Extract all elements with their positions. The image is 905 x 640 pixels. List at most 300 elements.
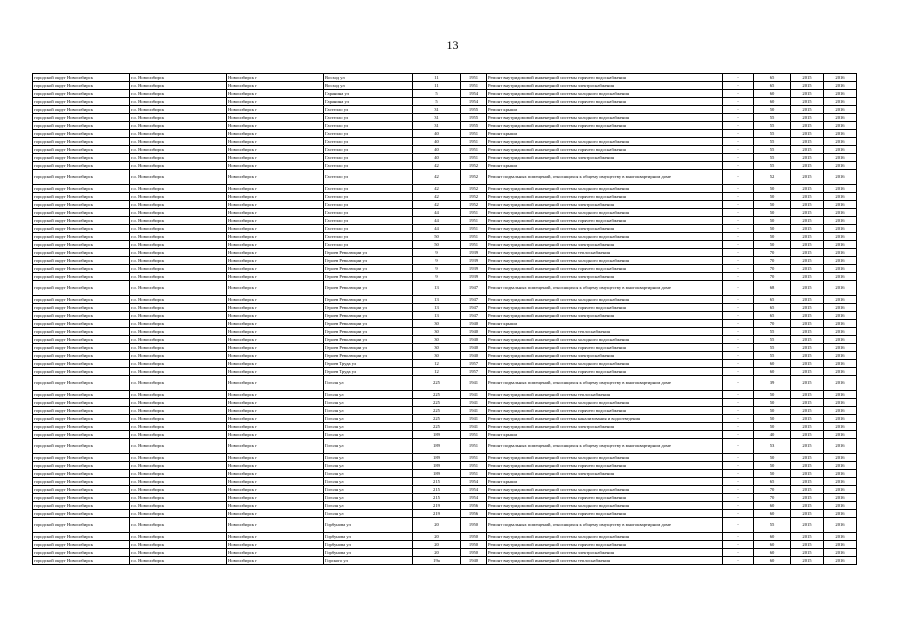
table-cell: 2015: [791, 431, 824, 439]
table-cell: -: [723, 470, 754, 478]
table-cell: г.о. Новосибирск: [130, 106, 227, 114]
page-number: 13: [446, 38, 459, 52]
table-cell: 30: [413, 352, 461, 360]
table-cell: -: [723, 320, 754, 328]
table-cell: 1940: [461, 344, 487, 352]
table-cell: городской округ Новосибирск: [33, 281, 130, 296]
table-cell: -: [723, 201, 754, 209]
table-cell: 1955: [461, 122, 487, 130]
table-cell: Героев Революции ул: [324, 344, 413, 352]
table-row: [33, 439, 857, 454]
table-cell: Ремонт внутридомовой инженерной системы холодного водоснабжения: [487, 454, 723, 462]
table-cell: 55: [754, 138, 791, 146]
table-cell: -: [723, 423, 754, 431]
table-cell: 55: [754, 344, 791, 352]
table-cell: 50: [754, 423, 791, 431]
table-cell: городской округ Новосибирск: [33, 249, 130, 257]
table-cell: Гаранина ул: [324, 90, 413, 98]
table-cell: городской округ Новосибирск: [33, 328, 130, 336]
table-cell: Гастелло ул: [324, 154, 413, 162]
table-row: [33, 328, 857, 336]
table-cell: 1950: [461, 549, 487, 557]
table-cell: городской округ Новосибирск: [33, 217, 130, 225]
table-cell: 1939: [461, 273, 487, 281]
table-cell: 60: [754, 368, 791, 376]
table-cell: г.о. Новосибирск: [130, 154, 227, 162]
table-row: [33, 470, 857, 478]
table-cell: -: [723, 138, 754, 146]
table-cell: Ремонт крыши: [487, 106, 723, 114]
table-cell: Ремонт крыши: [487, 162, 723, 170]
table-cell: 1954: [461, 98, 487, 106]
table-cell: г.о. Новосибирск: [130, 217, 227, 225]
table-cell: 1951: [461, 225, 487, 233]
table-cell: Гастелло ул: [324, 170, 413, 185]
table-cell: -: [723, 106, 754, 114]
table-row: [33, 273, 857, 281]
table-cell: -: [723, 130, 754, 138]
table-cell: 1954: [461, 478, 487, 486]
table-cell: Новосибирск г: [227, 82, 324, 90]
table-cell: Ремонт внутридомовой инженерной системы холодного водоснабжения: [487, 296, 723, 304]
table-cell: -: [723, 344, 754, 352]
table-cell: 2015: [791, 352, 824, 360]
table-cell: 2016: [824, 510, 857, 518]
table-cell: городской округ Новосибирск: [33, 470, 130, 478]
table-cell: Гастелло ул: [324, 146, 413, 154]
table-cell: Ремонт внутридомовой инженерной системы электроснабжения: [487, 423, 723, 431]
table-cell: Героев Революции ул: [324, 249, 413, 257]
table-cell: 50: [754, 241, 791, 249]
table-cell: Гастелло ул: [324, 209, 413, 217]
table-cell: городской округ Новосибирск: [33, 233, 130, 241]
table-cell: 42: [413, 201, 461, 209]
table-cell: -: [723, 486, 754, 494]
table-cell: Новосибирск г: [227, 130, 324, 138]
table-cell: 50: [413, 233, 461, 241]
table-cell: г.о. Новосибирск: [130, 478, 227, 486]
table-cell: Гоголя ул: [324, 399, 413, 407]
table-cell: Ремонт внутридомовой инженерной системы канализования и водоотведения: [487, 415, 723, 423]
table-cell: Ремонт подвальных помещений, относящихся к общему имуществу в многоквартирном доме: [487, 376, 723, 391]
table-cell: г.о. Новосибирск: [130, 296, 227, 304]
table-cell: городской округ Новосибирск: [33, 399, 130, 407]
table-cell: городской округ Новосибирск: [33, 273, 130, 281]
table-cell: Героев Революции ул: [324, 352, 413, 360]
table-row: [33, 209, 857, 217]
table-cell: Героев Революции ул: [324, 336, 413, 344]
table-cell: г.о. Новосибирск: [130, 549, 227, 557]
table-cell: Новосибирск г: [227, 185, 324, 193]
table-cell: Новосибирск г: [227, 304, 324, 312]
table-cell: -: [723, 154, 754, 162]
table-cell: Ремонт внутридомовой инженерной системы горячего водоснабжения: [487, 122, 723, 130]
table-cell: Героев Труда ул: [324, 360, 413, 368]
table-cell: Ремонт подвальных помещений, относящихся к общему имуществу в многоквартирном доме: [487, 170, 723, 185]
table-cell: 2015: [791, 462, 824, 470]
table-cell: 2015: [791, 265, 824, 273]
table-cell: 225: [413, 423, 461, 431]
table-cell: -: [723, 336, 754, 344]
table-row: [33, 74, 857, 82]
table-cell: -: [723, 478, 754, 486]
table-cell: -: [723, 241, 754, 249]
table-cell: г.о. Новосибирск: [130, 82, 227, 90]
table-cell: Гоголя ул: [324, 494, 413, 502]
table-row: [33, 518, 857, 533]
table-cell: г.о. Новосибирск: [130, 90, 227, 98]
table-cell: 2016: [824, 320, 857, 328]
table-cell: Героев Революции ул: [324, 320, 413, 328]
table-cell: 1941: [461, 407, 487, 415]
table-cell: г.о. Новосибирск: [130, 415, 227, 423]
table-cell: 20: [413, 541, 461, 549]
table-cell: г.о. Новосибирск: [130, 328, 227, 336]
table-cell: Новосибирск г: [227, 281, 324, 296]
table-cell: 1940: [461, 557, 487, 565]
table-cell: 60: [754, 557, 791, 565]
table-cell: Ремонт внутридомовой инженерной системы холодного водоснабжения: [487, 533, 723, 541]
table-cell: г.о. Новосибирск: [130, 130, 227, 138]
table-cell: 1940: [461, 320, 487, 328]
table-cell: 2015: [791, 162, 824, 170]
table-cell: городской округ Новосибирск: [33, 391, 130, 399]
table-cell: Новосибирск г: [227, 431, 324, 439]
table-cell: г.о. Новосибирск: [130, 344, 227, 352]
table-cell: -: [723, 510, 754, 518]
table-row: [33, 122, 857, 130]
table-row: [33, 415, 857, 423]
table-cell: -: [723, 328, 754, 336]
table-cell: 42: [413, 185, 461, 193]
table-cell: Ремонт внутридомовой инженерной системы холодного водоснабжения: [487, 336, 723, 344]
table-cell: городской округ Новосибирск: [33, 360, 130, 368]
table-cell: 2015: [791, 90, 824, 98]
table-cell: г.о. Новосибирск: [130, 304, 227, 312]
table-cell: Горбунова ул: [324, 541, 413, 549]
table-cell: Новосибирск г: [227, 312, 324, 320]
table-cell: Ремонт внутридомовой инженерной системы электроснабжения: [487, 549, 723, 557]
table-cell: г.о. Новосибирск: [130, 439, 227, 454]
table-cell: 2016: [824, 360, 857, 368]
table-cell: городской округ Новосибирск: [33, 423, 130, 431]
table-cell: -: [723, 273, 754, 281]
table-cell: 2015: [791, 486, 824, 494]
table-cell: -: [723, 249, 754, 257]
table-cell: 1951: [461, 154, 487, 162]
table-cell: -: [723, 225, 754, 233]
table-cell: Ремонт внутридомовой инженерной системы холодного водоснабжения: [487, 257, 723, 265]
table-cell: -: [723, 304, 754, 312]
table-cell: г.о. Новосибирск: [130, 541, 227, 549]
table-cell: 1941: [461, 399, 487, 407]
table-cell: 189: [413, 462, 461, 470]
table-cell: 1951: [461, 241, 487, 249]
table-cell: Ремонт внутридомовой инженерной системы электроснабжения: [487, 241, 723, 249]
table-cell: 2016: [824, 209, 857, 217]
table-cell: городской округ Новосибирск: [33, 533, 130, 541]
table-cell: 2015: [791, 273, 824, 281]
table-cell: Ремонт внутридомовой инженерной системы электроснабжения: [487, 154, 723, 162]
table-cell: Ремонт внутридомовой инженерной системы теплоснабжения: [487, 391, 723, 399]
table-cell: 65: [754, 74, 791, 82]
table-cell: городской округ Новосибирск: [33, 344, 130, 352]
table-cell: г.о. Новосибирск: [130, 162, 227, 170]
table-cell: Гоголя ул: [324, 376, 413, 391]
table-cell: -: [723, 98, 754, 106]
table-cell: 60: [754, 533, 791, 541]
table-cell: 50: [754, 185, 791, 193]
table-cell: городской округ Новосибирск: [33, 494, 130, 502]
table-cell: 2016: [824, 122, 857, 130]
table-cell: 9: [413, 273, 461, 281]
table-cell: 1951: [461, 470, 487, 478]
table-cell: 65: [754, 82, 791, 90]
table-cell: Новосибирск г: [227, 502, 324, 510]
table-cell: г.о. Новосибирск: [130, 122, 227, 130]
table-cell: 2016: [824, 265, 857, 273]
table-cell: Ремонт внутридомовой инженерной системы электроснабжения: [487, 273, 723, 281]
table-cell: городской округ Новосибирск: [33, 74, 130, 82]
table-cell: Новосибирск г: [227, 241, 324, 249]
table-cell: 2016: [824, 423, 857, 431]
table-cell: Гастелло ул: [324, 138, 413, 146]
table-cell: 30: [413, 320, 461, 328]
table-cell: городской округ Новосибирск: [33, 201, 130, 209]
table-cell: Новосибирск г: [227, 233, 324, 241]
table-cell: городской округ Новосибирск: [33, 185, 130, 193]
table-cell: Героев Революции ул: [324, 304, 413, 312]
table-cell: 55: [754, 162, 791, 170]
table-cell: Гастелло ул: [324, 201, 413, 209]
table-cell: 1940: [461, 352, 487, 360]
table-cell: городской округ Новосибирск: [33, 486, 130, 494]
table-cell: 2016: [824, 478, 857, 486]
table-cell: 1940: [461, 336, 487, 344]
table-cell: Ремонт внутридомовой инженерной системы холодного водоснабжения: [487, 114, 723, 122]
table-cell: 2015: [791, 233, 824, 241]
table-cell: Гоголя ул: [324, 431, 413, 439]
table-cell: 40: [413, 138, 461, 146]
table-cell: Ремонт внутридомовой инженерной системы горячего водоснабжения: [487, 344, 723, 352]
table-cell: 2015: [791, 423, 824, 431]
table-cell: 1954: [461, 486, 487, 494]
table-cell: городской округ Новосибирск: [33, 454, 130, 462]
table-cell: 2016: [824, 106, 857, 114]
table-cell: 50: [754, 470, 791, 478]
table-cell: Ремонт крыши: [487, 478, 723, 486]
table-cell: 5: [413, 98, 461, 106]
table-cell: -: [723, 162, 754, 170]
table-cell: Ремонт внутридомовой инженерной системы горячего водоснабжения: [487, 407, 723, 415]
table-cell: 2016: [824, 146, 857, 154]
table-cell: Новосибирск г: [227, 162, 324, 170]
table-row: [33, 138, 857, 146]
table-cell: городской округ Новосибирск: [33, 122, 130, 130]
table-row: [33, 257, 857, 265]
table-cell: 2015: [791, 502, 824, 510]
table-cell: городской округ Новосибирск: [33, 265, 130, 273]
table-cell: 2015: [791, 454, 824, 462]
table-cell: 1955: [461, 106, 487, 114]
table-cell: 70: [754, 249, 791, 257]
table-cell: 2016: [824, 249, 857, 257]
table-cell: -: [723, 439, 754, 454]
table-cell: 2016: [824, 281, 857, 296]
table-cell: городской округ Новосибирск: [33, 98, 130, 106]
table-cell: Гоголя ул: [324, 478, 413, 486]
table-cell: Новосибирск г: [227, 415, 324, 423]
table-cell: Ремонт внутридомовой инженерной системы электроснабжения: [487, 352, 723, 360]
table-cell: городской округ Новосибирск: [33, 557, 130, 565]
table-cell: 70: [754, 486, 791, 494]
table-cell: г.о. Новосибирск: [130, 98, 227, 106]
table-cell: 65: [754, 296, 791, 304]
table-cell: городской округ Новосибирск: [33, 320, 130, 328]
table-cell: Ремонт внутридомовой инженерной системы горячего водоснабжения: [487, 265, 723, 273]
table-cell: городской округ Новосибирск: [33, 225, 130, 233]
table-row: [33, 391, 857, 399]
table-cell: Гоголя ул: [324, 462, 413, 470]
table-cell: городской округ Новосибирск: [33, 431, 130, 439]
table-cell: 2016: [824, 82, 857, 90]
table-cell: Горского ул: [324, 557, 413, 565]
table-cell: Новосибирск г: [227, 557, 324, 565]
table-cell: 2016: [824, 185, 857, 193]
table-cell: Ремонт внутридомовой инженерной системы холодного водоснабжения: [487, 502, 723, 510]
table-cell: Новосибирск г: [227, 510, 324, 518]
table-cell: 50: [754, 193, 791, 201]
table-row: [33, 281, 857, 296]
table-cell: 1951: [461, 138, 487, 146]
table-cell: 12: [413, 360, 461, 368]
table-cell: Ремонт внутридомовой инженерной системы холодного водоснабжения: [487, 138, 723, 146]
table-cell: 2016: [824, 431, 857, 439]
table-cell: городской округ Новосибирск: [33, 241, 130, 249]
table-cell: 2016: [824, 470, 857, 478]
table-cell: 219: [413, 502, 461, 510]
table-row: [33, 249, 857, 257]
table-cell: 2015: [791, 74, 824, 82]
table-row: [33, 423, 857, 431]
table-row: [33, 344, 857, 352]
table-cell: 2015: [791, 336, 824, 344]
table-cell: 1951: [461, 82, 487, 90]
table-cell: 2015: [791, 328, 824, 336]
table-cell: 31: [413, 114, 461, 122]
table-cell: 50: [754, 225, 791, 233]
table-cell: 2015: [791, 146, 824, 154]
table-cell: Новосибирск г: [227, 470, 324, 478]
table-row: [33, 320, 857, 328]
table-cell: 1950: [461, 541, 487, 549]
table-cell: Ремонт внутридомовой инженерной системы электроснабжения: [487, 82, 723, 90]
table-cell: городской округ Новосибирск: [33, 209, 130, 217]
table-cell: -: [723, 312, 754, 320]
table-cell: городской округ Новосибирск: [33, 170, 130, 185]
table-cell: 12: [413, 368, 461, 376]
table-cell: Ремонт подвальных помещений, относящихся к общему имуществу в многоквартирном доме: [487, 281, 723, 296]
table-cell: 42: [413, 162, 461, 170]
table-cell: г.о. Новосибирск: [130, 249, 227, 257]
table-cell: 1951: [461, 130, 487, 138]
table-row: [33, 510, 857, 518]
table-cell: 2016: [824, 217, 857, 225]
table-row: [33, 360, 857, 368]
table-cell: 65: [754, 312, 791, 320]
table-cell: -: [723, 360, 754, 368]
table-cell: городской округ Новосибирск: [33, 407, 130, 415]
table-cell: городской округ Новосибирск: [33, 193, 130, 201]
table-cell: 215: [413, 478, 461, 486]
table-cell: городской округ Новосибирск: [33, 90, 130, 98]
table-cell: 1951: [461, 431, 487, 439]
table-cell: Восход ул: [324, 74, 413, 82]
table-cell: Новосибирск г: [227, 209, 324, 217]
table-cell: 2015: [791, 368, 824, 376]
table-cell: Ремонт внутридомовой инженерной системы горячего водоснабжения: [487, 462, 723, 470]
table-cell: 50: [754, 415, 791, 423]
table-cell: 50: [754, 454, 791, 462]
table-cell: 2015: [791, 360, 824, 368]
table-cell: 2015: [791, 138, 824, 146]
table-cell: г.о. Новосибирск: [130, 533, 227, 541]
table-cell: Новосибирск г: [227, 360, 324, 368]
table-cell: Ремонт внутридомовой инженерной системы холодного водоснабжения: [487, 399, 723, 407]
table-cell: г.о. Новосибирск: [130, 454, 227, 462]
table-cell: г.о. Новосибирск: [130, 185, 227, 193]
table-cell: 70: [754, 257, 791, 265]
table-cell: Ремонт внутридомовой инженерной системы электроснабжения: [487, 470, 723, 478]
table-cell: 55: [754, 154, 791, 162]
table-cell: Гоголя ул: [324, 423, 413, 431]
table-cell: г.о. Новосибирск: [130, 74, 227, 82]
table-cell: Ремонт внутридомовой инженерной системы холодного водоснабжения: [487, 486, 723, 494]
table-cell: Гоголя ул: [324, 486, 413, 494]
table-cell: 189: [413, 439, 461, 454]
table-cell: 2016: [824, 415, 857, 423]
table-cell: 2015: [791, 217, 824, 225]
table-cell: Горбунова ул: [324, 533, 413, 541]
table-cell: 1954: [461, 494, 487, 502]
table-cell: -: [723, 454, 754, 462]
table-cell: Новосибирск г: [227, 296, 324, 304]
table-cell: городской округ Новосибирск: [33, 368, 130, 376]
table-cell: Ремонт внутридомовой инженерной системы холодного водоснабжения: [487, 233, 723, 241]
table-cell: 1956: [461, 502, 487, 510]
table-cell: Новосибирск г: [227, 265, 324, 273]
table-cell: г.о. Новосибирск: [130, 368, 227, 376]
table-cell: 60: [754, 502, 791, 510]
table-cell: г.о. Новосибирск: [130, 391, 227, 399]
table-cell: г.о. Новосибирск: [130, 399, 227, 407]
table-cell: Новосибирск г: [227, 423, 324, 431]
table-cell: 65: [754, 304, 791, 312]
table-cell: 1939: [461, 257, 487, 265]
table-cell: -: [723, 557, 754, 565]
table-cell: 50: [754, 209, 791, 217]
table-cell: 189: [413, 431, 461, 439]
table-cell: Ремонт внутридомовой инженерной системы горячего водоснабжения: [487, 368, 723, 376]
table-cell: Новосибирск г: [227, 138, 324, 146]
table-cell: г.о. Новосибирск: [130, 273, 227, 281]
table-cell: -: [723, 533, 754, 541]
table-cell: 2016: [824, 533, 857, 541]
table-cell: Ремонт внутридомовой инженерной системы горячего водоснабжения: [487, 510, 723, 518]
table-cell: 2015: [791, 415, 824, 423]
table-cell: 2015: [791, 241, 824, 249]
table-cell: 2015: [791, 533, 824, 541]
